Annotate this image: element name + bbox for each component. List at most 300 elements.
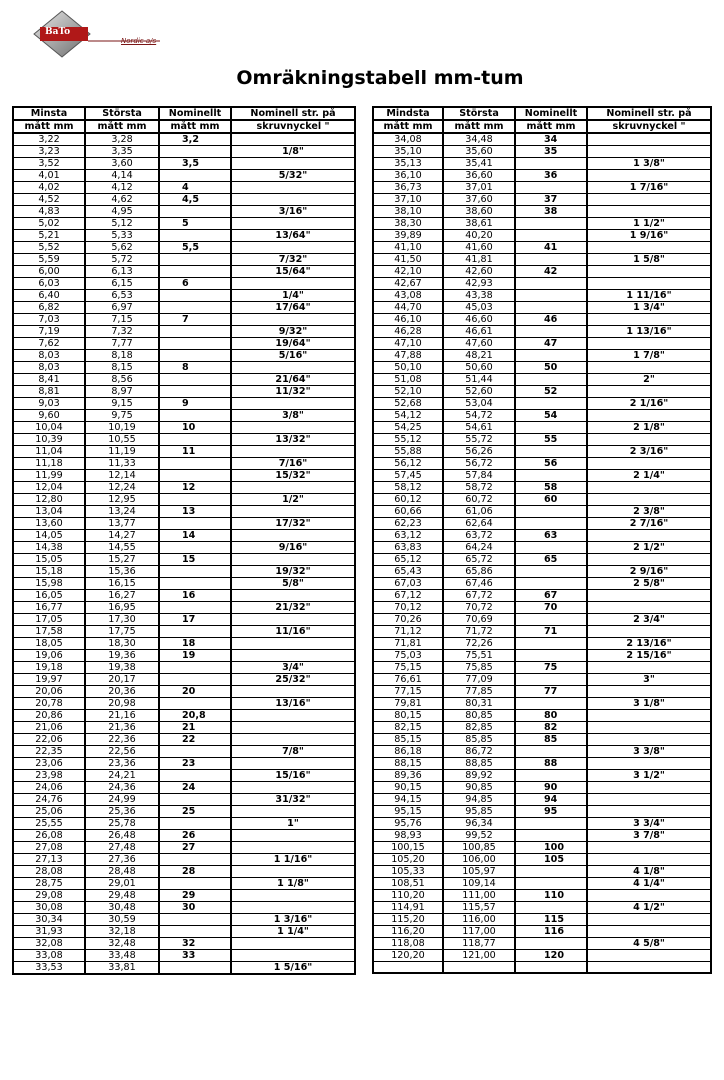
wrench-size-cell: 13/64" xyxy=(231,230,355,242)
min-cell: 11,99 xyxy=(13,470,85,482)
table-row xyxy=(13,794,355,806)
nominal-mm-cell xyxy=(159,962,231,975)
min-cell: 79,81 xyxy=(373,698,443,710)
wrench-size-cell: 2 1/16" xyxy=(587,398,711,410)
wrench-size-cell: 1" xyxy=(231,818,355,830)
max-cell: 21,16 xyxy=(85,710,159,722)
min-cell: 15,18 xyxy=(13,566,85,578)
header-row xyxy=(373,120,711,133)
wrench-size-cell xyxy=(587,482,711,494)
max-cell: 45,03 xyxy=(443,302,515,314)
min-cell: 29,08 xyxy=(13,890,85,902)
wrench-size-cell xyxy=(231,950,355,962)
min-cell: 35,10 xyxy=(373,146,443,158)
nominal-mm-cell: 67 xyxy=(515,590,587,602)
max-cell: 4,62 xyxy=(85,194,159,206)
table-row xyxy=(13,158,355,170)
nominal-mm-cell xyxy=(159,602,231,614)
min-cell: 26,08 xyxy=(13,830,85,842)
wrench-size-cell xyxy=(587,842,711,854)
max-cell: 70,72 xyxy=(443,602,515,614)
table-row xyxy=(13,818,355,830)
nominal-mm-cell: 33 xyxy=(159,950,231,962)
min-cell: 82,15 xyxy=(373,722,443,734)
nominal-mm-cell: 47 xyxy=(515,338,587,350)
max-cell: 111,00 xyxy=(443,890,515,902)
min-cell: 5,02 xyxy=(13,218,85,230)
min-cell: 35,13 xyxy=(373,158,443,170)
min-cell: 105,33 xyxy=(373,866,443,878)
table-row xyxy=(373,350,711,362)
min-cell: 5,52 xyxy=(13,242,85,254)
min-cell: 71,81 xyxy=(373,638,443,650)
nominal-mm-cell xyxy=(159,626,231,638)
nominal-mm-cell: 16 xyxy=(159,590,231,602)
min-cell: 10,04 xyxy=(13,422,85,434)
nominal-mm-cell xyxy=(515,962,587,974)
wrench-size-cell: 2 15/16" xyxy=(587,650,711,662)
nominal-mm-cell: 77 xyxy=(515,686,587,698)
max-cell: 16,95 xyxy=(85,602,159,614)
nominal-mm-cell: 70 xyxy=(515,602,587,614)
col-header: mått mm xyxy=(515,120,587,133)
col-header: Största xyxy=(443,107,515,120)
wrench-size-cell xyxy=(231,398,355,410)
wrench-size-cell xyxy=(231,158,355,170)
table-row xyxy=(13,133,355,146)
min-cell xyxy=(373,962,443,974)
min-cell: 56,12 xyxy=(373,458,443,470)
nominal-mm-cell: 10 xyxy=(159,422,231,434)
nominal-mm-cell xyxy=(159,674,231,686)
min-cell: 75,03 xyxy=(373,650,443,662)
min-cell: 4,01 xyxy=(13,170,85,182)
table-row xyxy=(373,878,711,890)
col-header: skruvnyckel " xyxy=(231,120,355,133)
table-row xyxy=(373,686,711,698)
table-row xyxy=(373,866,711,878)
min-cell: 13,04 xyxy=(13,506,85,518)
max-cell: 48,21 xyxy=(443,350,515,362)
nominal-mm-cell: 100 xyxy=(515,842,587,854)
table-row xyxy=(13,170,355,182)
conversion-table-left xyxy=(12,106,356,975)
max-cell: 6,15 xyxy=(85,278,159,290)
table-row xyxy=(373,434,711,446)
max-cell: 23,36 xyxy=(85,758,159,770)
table-row xyxy=(13,374,355,386)
table-row xyxy=(373,638,711,650)
min-cell: 52,10 xyxy=(373,386,443,398)
table-row xyxy=(13,902,355,914)
nominal-mm-cell xyxy=(515,746,587,758)
table-row xyxy=(13,890,355,902)
min-cell: 18,05 xyxy=(13,638,85,650)
page-title: Omräkningstabell mm-tum xyxy=(236,67,524,89)
max-cell: 5,33 xyxy=(85,230,159,242)
max-cell: 33,48 xyxy=(85,950,159,962)
nominal-mm-cell: 25 xyxy=(159,806,231,818)
max-cell: 94,85 xyxy=(443,794,515,806)
nominal-mm-cell xyxy=(159,170,231,182)
min-cell: 15,98 xyxy=(13,578,85,590)
wrench-size-cell xyxy=(587,554,711,566)
table-row xyxy=(13,290,355,302)
min-cell: 47,88 xyxy=(373,350,443,362)
wrench-size-cell: 4 1/2" xyxy=(587,902,711,914)
nominal-mm-cell: 63 xyxy=(515,530,587,542)
nominal-mm-cell xyxy=(515,446,587,458)
max-cell: 67,72 xyxy=(443,590,515,602)
table-row xyxy=(13,674,355,686)
table-row xyxy=(13,926,355,938)
wrench-size-cell: 1 1/8" xyxy=(231,878,355,890)
max-cell: 88,85 xyxy=(443,758,515,770)
max-cell: 12,14 xyxy=(85,470,159,482)
table-row xyxy=(13,362,355,374)
nominal-mm-cell: 20 xyxy=(159,686,231,698)
min-cell: 25,55 xyxy=(13,818,85,830)
min-cell: 6,00 xyxy=(13,266,85,278)
max-cell: 89,92 xyxy=(443,770,515,782)
nominal-mm-cell xyxy=(515,182,587,194)
table-row xyxy=(13,350,355,362)
wrench-size-cell xyxy=(231,758,355,770)
nominal-mm-cell: 58 xyxy=(515,482,587,494)
wrench-size-cell xyxy=(587,206,711,218)
wrench-size-cell xyxy=(587,722,711,734)
max-cell: 15,36 xyxy=(85,566,159,578)
min-cell: 52,68 xyxy=(373,398,443,410)
max-cell: 56,72 xyxy=(443,458,515,470)
table-row xyxy=(373,926,711,938)
wrench-size-cell: 7/32" xyxy=(231,254,355,266)
table-row xyxy=(373,506,711,518)
table-row xyxy=(13,698,355,710)
wrench-size-cell xyxy=(231,422,355,434)
wrench-size-cell xyxy=(587,758,711,770)
nominal-mm-cell: 41 xyxy=(515,242,587,254)
nominal-mm-cell xyxy=(159,410,231,422)
min-cell: 23,98 xyxy=(13,770,85,782)
min-cell: 90,15 xyxy=(373,782,443,794)
min-cell: 7,19 xyxy=(13,326,85,338)
table-row xyxy=(373,734,711,746)
min-cell: 71,12 xyxy=(373,626,443,638)
max-cell: 109,14 xyxy=(443,878,515,890)
max-cell: 42,93 xyxy=(443,278,515,290)
min-cell: 11,18 xyxy=(13,458,85,470)
min-cell: 62,23 xyxy=(373,518,443,530)
wrench-size-cell xyxy=(587,890,711,902)
wrench-size-cell: 1 5/16" xyxy=(231,962,355,975)
table-row xyxy=(373,770,711,782)
min-cell: 17,05 xyxy=(13,614,85,626)
min-cell: 20,78 xyxy=(13,698,85,710)
min-cell: 5,59 xyxy=(13,254,85,266)
table-row xyxy=(13,938,355,950)
wrench-size-cell: 1 11/16" xyxy=(587,290,711,302)
min-cell: 7,03 xyxy=(13,314,85,326)
wrench-size-cell: 11/32" xyxy=(231,386,355,398)
min-cell: 67,12 xyxy=(373,590,443,602)
wrench-size-cell: 2 3/16" xyxy=(587,446,711,458)
table-row xyxy=(13,650,355,662)
max-cell: 10,19 xyxy=(85,422,159,434)
min-cell: 4,83 xyxy=(13,206,85,218)
wrench-size-cell xyxy=(587,914,711,926)
nominal-mm-cell xyxy=(159,518,231,530)
nominal-mm-cell xyxy=(515,638,587,650)
col-header: Minsta xyxy=(13,107,85,120)
max-cell: 27,36 xyxy=(85,854,159,866)
nominal-mm-cell xyxy=(159,290,231,302)
wrench-size-cell xyxy=(587,530,711,542)
table-row xyxy=(13,602,355,614)
nominal-mm-cell: 50 xyxy=(515,362,587,374)
wrench-size-cell: 9/16" xyxy=(231,542,355,554)
nominal-mm-cell xyxy=(159,470,231,482)
logo-company-name: Nordic a/s xyxy=(121,37,157,45)
nominal-mm-cell: 105 xyxy=(515,854,587,866)
max-cell: 64,24 xyxy=(443,542,515,554)
min-cell: 70,26 xyxy=(373,614,443,626)
wrench-size-cell: 4 1/4" xyxy=(587,878,711,890)
min-cell: 44,70 xyxy=(373,302,443,314)
nominal-mm-cell: 95 xyxy=(515,806,587,818)
nominal-mm-cell xyxy=(159,374,231,386)
min-cell: 63,12 xyxy=(373,530,443,542)
table-row xyxy=(373,542,711,554)
nominal-mm-cell: 21 xyxy=(159,722,231,734)
wrench-size-cell: 3 3/4" xyxy=(587,818,711,830)
min-cell: 115,20 xyxy=(373,914,443,926)
min-cell: 51,08 xyxy=(373,374,443,386)
wrench-size-cell: 2" xyxy=(587,374,711,386)
max-cell: 99,52 xyxy=(443,830,515,842)
table-row xyxy=(373,854,711,866)
min-cell: 10,39 xyxy=(13,434,85,446)
max-cell: 67,46 xyxy=(443,578,515,590)
table-row xyxy=(13,950,355,962)
nominal-mm-cell xyxy=(515,818,587,830)
table-row xyxy=(373,914,711,926)
min-cell: 14,05 xyxy=(13,530,85,542)
nominal-mm-cell: 3,2 xyxy=(159,133,231,146)
table-row xyxy=(13,230,355,242)
nominal-mm-cell: 88 xyxy=(515,758,587,770)
min-cell: 118,08 xyxy=(373,938,443,950)
table-row xyxy=(373,446,711,458)
wrench-size-cell: 1 7/8" xyxy=(587,350,711,362)
max-cell: 41,60 xyxy=(443,242,515,254)
wrench-size-cell xyxy=(231,278,355,290)
min-cell: 9,03 xyxy=(13,398,85,410)
header-row xyxy=(13,107,355,120)
max-cell: 32,18 xyxy=(85,926,159,938)
min-cell: 50,10 xyxy=(373,362,443,374)
table-row xyxy=(13,506,355,518)
nominal-mm-cell xyxy=(159,566,231,578)
table-row xyxy=(13,446,355,458)
table-row xyxy=(373,398,711,410)
min-cell: 55,88 xyxy=(373,446,443,458)
min-cell: 46,28 xyxy=(373,326,443,338)
min-cell: 6,03 xyxy=(13,278,85,290)
col-header: Nominell str. på xyxy=(231,107,355,120)
nominal-mm-cell: 30 xyxy=(159,902,231,914)
table-row xyxy=(373,614,711,626)
nominal-mm-cell: 94 xyxy=(515,794,587,806)
max-cell: 46,60 xyxy=(443,314,515,326)
col-header: skruvnyckel " xyxy=(587,120,711,133)
max-cell: 36,60 xyxy=(443,170,515,182)
max-cell: 8,18 xyxy=(85,350,159,362)
wrench-size-cell: 1 1/4" xyxy=(231,926,355,938)
max-cell: 46,61 xyxy=(443,326,515,338)
max-cell: 51,44 xyxy=(443,374,515,386)
table-row xyxy=(373,794,711,806)
max-cell: 4,12 xyxy=(85,182,159,194)
min-cell: 8,03 xyxy=(13,350,85,362)
wrench-size-cell xyxy=(587,590,711,602)
wrench-size-cell: 1/8" xyxy=(231,146,355,158)
nominal-mm-cell xyxy=(515,614,587,626)
max-cell: 14,27 xyxy=(85,530,159,542)
max-cell: 6,53 xyxy=(85,290,159,302)
wrench-size-cell: 13/32" xyxy=(231,434,355,446)
min-cell: 57,45 xyxy=(373,470,443,482)
nominal-mm-cell: 13 xyxy=(159,506,231,518)
table-row xyxy=(373,146,711,158)
max-cell: 6,13 xyxy=(85,266,159,278)
table-row xyxy=(373,962,711,974)
max-cell: 10,55 xyxy=(85,434,159,446)
table-row xyxy=(13,542,355,554)
wrench-size-cell: 3/4" xyxy=(231,662,355,674)
min-cell: 30,08 xyxy=(13,902,85,914)
max-cell: 33,81 xyxy=(85,962,159,975)
wrench-size-cell xyxy=(231,686,355,698)
min-cell: 34,08 xyxy=(373,133,443,146)
max-cell: 34,48 xyxy=(443,133,515,146)
wrench-size-cell xyxy=(587,338,711,350)
wrench-size-cell: 25/32" xyxy=(231,674,355,686)
wrench-size-cell xyxy=(231,938,355,950)
max-cell: 37,60 xyxy=(443,194,515,206)
nominal-mm-cell: 29 xyxy=(159,890,231,902)
nominal-mm-cell: 32 xyxy=(159,938,231,950)
max-cell: 65,72 xyxy=(443,554,515,566)
max-cell: 47,60 xyxy=(443,338,515,350)
table-row xyxy=(373,206,711,218)
nominal-mm-cell xyxy=(159,254,231,266)
wrench-size-cell: 7/16" xyxy=(231,458,355,470)
max-cell: 4,95 xyxy=(85,206,159,218)
wrench-size-cell: 3/16" xyxy=(231,206,355,218)
table-row xyxy=(13,218,355,230)
table-row xyxy=(13,866,355,878)
min-cell: 41,50 xyxy=(373,254,443,266)
wrench-size-cell xyxy=(587,926,711,938)
table-row xyxy=(13,422,355,434)
table-row xyxy=(13,830,355,842)
nominal-mm-cell: 15 xyxy=(159,554,231,566)
table-row xyxy=(13,314,355,326)
min-cell: 6,82 xyxy=(13,302,85,314)
table-row xyxy=(13,578,355,590)
nominal-mm-cell xyxy=(159,230,231,242)
wrench-size-cell: 19/32" xyxy=(231,566,355,578)
min-cell: 19,06 xyxy=(13,650,85,662)
max-cell: 18,30 xyxy=(85,638,159,650)
wrench-size-cell: 5/32" xyxy=(231,170,355,182)
min-cell: 12,80 xyxy=(13,494,85,506)
table-row xyxy=(13,722,355,734)
max-cell: 57,84 xyxy=(443,470,515,482)
nominal-mm-cell: 115 xyxy=(515,914,587,926)
max-cell: 106,00 xyxy=(443,854,515,866)
wrench-size-cell xyxy=(231,314,355,326)
table-row xyxy=(373,278,711,290)
nominal-mm-cell: 20,8 xyxy=(159,710,231,722)
wrench-size-cell: 2 3/8" xyxy=(587,506,711,518)
min-cell: 89,36 xyxy=(373,770,443,782)
table-row xyxy=(13,710,355,722)
wrench-size-cell: 3 7/8" xyxy=(587,830,711,842)
min-cell: 77,15 xyxy=(373,686,443,698)
wrench-size-cell xyxy=(231,554,355,566)
wrench-size-cell xyxy=(231,182,355,194)
wrench-size-cell: 9/32" xyxy=(231,326,355,338)
max-cell: 4,14 xyxy=(85,170,159,182)
nominal-mm-cell xyxy=(515,254,587,266)
min-cell: 25,06 xyxy=(13,806,85,818)
max-cell: 13,24 xyxy=(85,506,159,518)
table-row xyxy=(373,902,711,914)
max-cell: 72,26 xyxy=(443,638,515,650)
table-row xyxy=(373,230,711,242)
max-cell: 82,85 xyxy=(443,722,515,734)
wrench-size-cell: 7/8" xyxy=(231,746,355,758)
nominal-mm-cell: 9 xyxy=(159,398,231,410)
table-row xyxy=(373,938,711,950)
max-cell: 32,48 xyxy=(85,938,159,950)
table-row xyxy=(13,614,355,626)
nominal-mm-cell xyxy=(159,746,231,758)
min-cell: 95,15 xyxy=(373,806,443,818)
table-row xyxy=(13,458,355,470)
wrench-size-cell xyxy=(231,782,355,794)
wrench-size-cell: 1/2" xyxy=(231,494,355,506)
max-cell xyxy=(443,962,515,974)
table-row xyxy=(13,146,355,158)
wrench-size-cell: 2 1/8" xyxy=(587,422,711,434)
min-cell: 42,67 xyxy=(373,278,443,290)
col-header: mått mm xyxy=(159,120,231,133)
max-cell: 53,04 xyxy=(443,398,515,410)
min-cell: 76,61 xyxy=(373,674,443,686)
table-row xyxy=(373,254,711,266)
table-row xyxy=(13,302,355,314)
table-row xyxy=(13,626,355,638)
min-cell: 11,04 xyxy=(13,446,85,458)
nominal-mm-cell xyxy=(159,434,231,446)
nominal-mm-cell xyxy=(515,518,587,530)
wrench-size-cell: 19/64" xyxy=(231,338,355,350)
table-row xyxy=(373,518,711,530)
max-cell: 16,15 xyxy=(85,578,159,590)
